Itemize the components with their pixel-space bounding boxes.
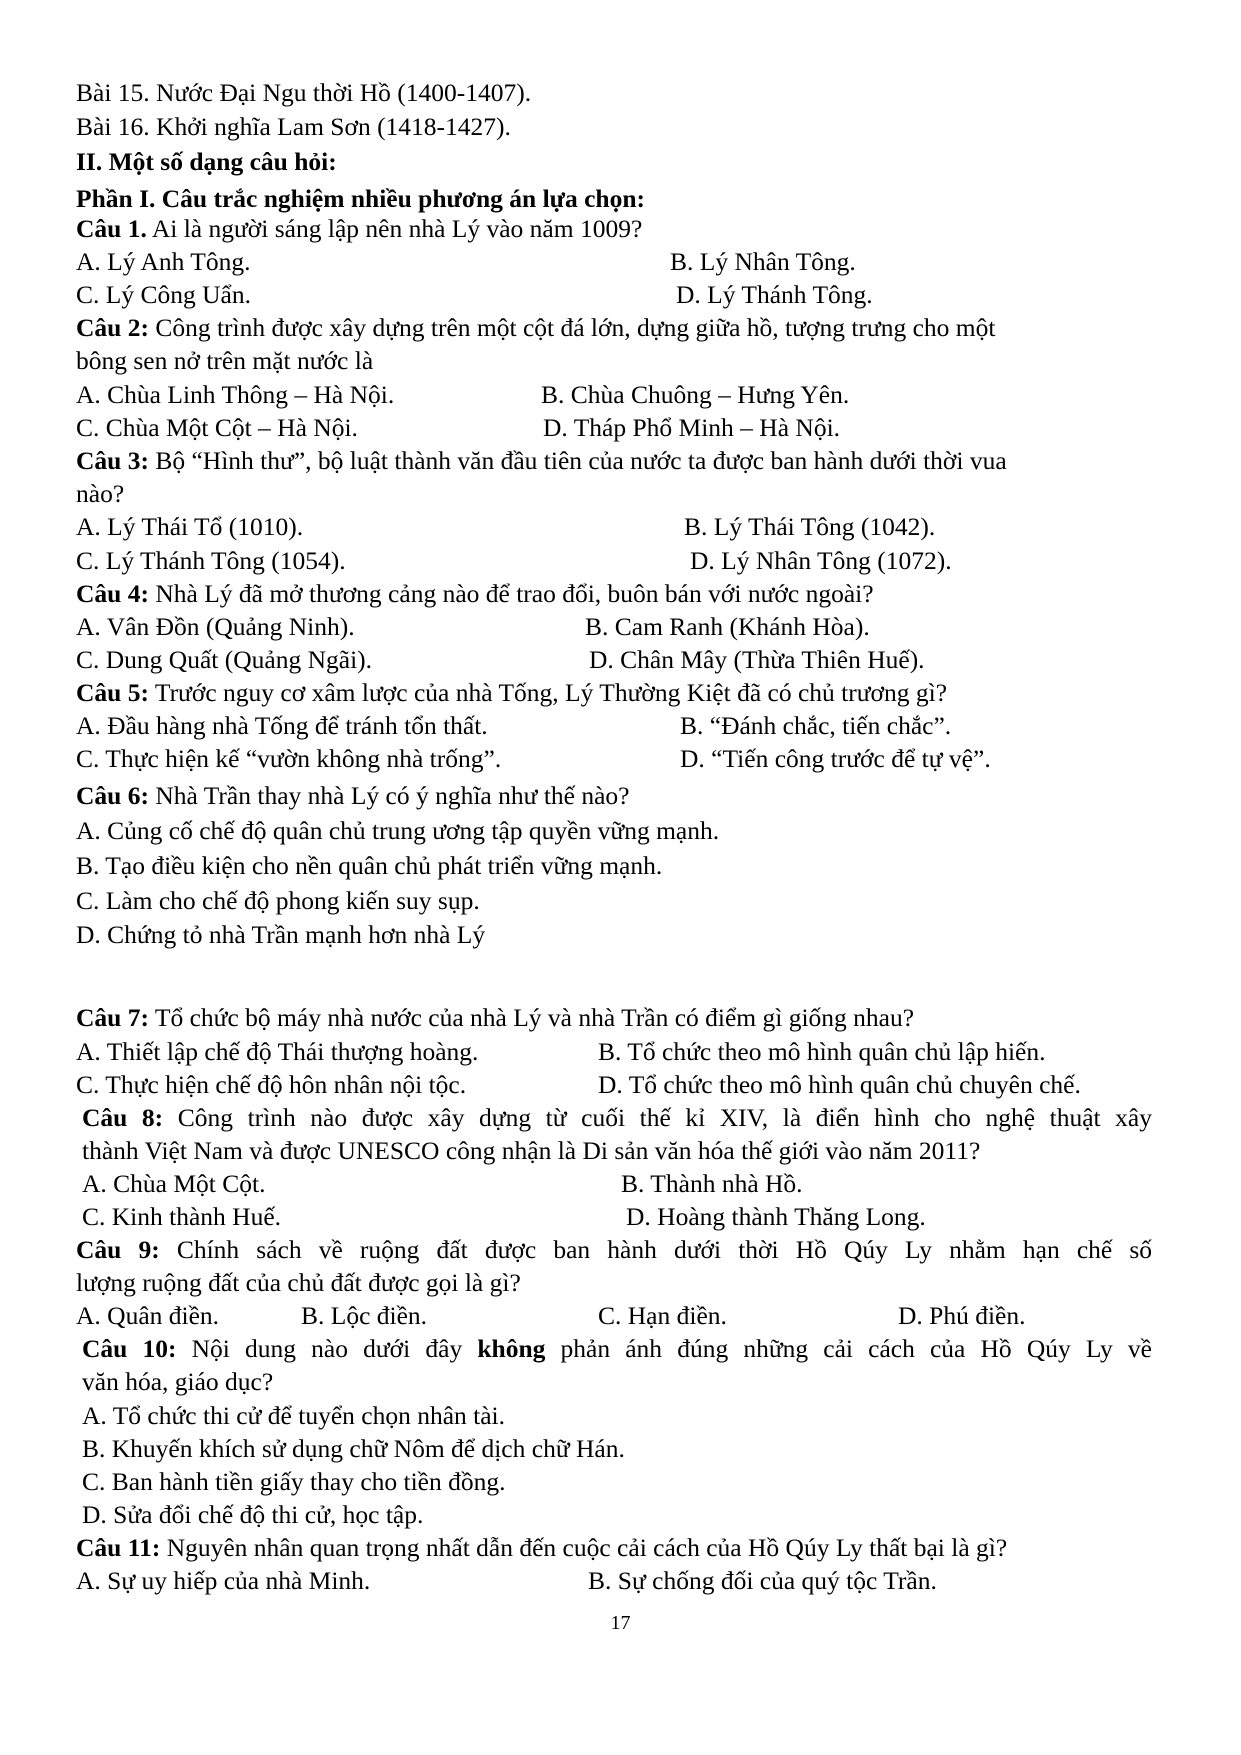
question-8	[82, 1105, 1152, 1131]
question-text: Tổ chức bộ máy nhà nước của nhà Lý và nhà Trần có điểm gì giống nhau?	[148, 1003, 915, 1032]
question-text: Ai là người sáng lập nên nhà Lý vào năm 1009?	[146, 214, 643, 243]
q2-option-d: D. Tháp Phổ Minh – Hà Nội.	[543, 413, 841, 442]
q9-option-c: C. Hạn điền.	[598, 1301, 727, 1330]
q9-option-b: B. Lộc điền.	[301, 1301, 428, 1330]
question-6	[76, 783, 629, 809]
question-text: Nhà Lý đã mở thương cảng nào để trao đổi, buôn bán với nước ngoài?	[148, 579, 874, 608]
question-9	[76, 1237, 1152, 1263]
q1-option-d: D. Lý Thánh Tông.	[676, 280, 873, 309]
q3-option-d: D. Lý Nhân Tông (1072).	[690, 546, 952, 575]
q6-option-c: C. Làm cho chế độ phong kiến suy sụp.	[76, 886, 480, 915]
question-label: Câu 4:	[76, 579, 149, 608]
question-9-cont: lượng ruộng đất của chủ đất được gọi là gì?	[76, 1268, 521, 1297]
question-11	[76, 1535, 1007, 1561]
question-text: Nguyên nhân quan trọng nhất dẫn đến cuộc cải cách của Hồ Qúy Ly thất bại là gì?	[160, 1533, 1008, 1562]
question-label: Câu 6:	[76, 781, 149, 810]
lesson-16: Bài 16. Khởi nghĩa Lam Sơn (1418-1427).	[76, 112, 511, 141]
question-label: Câu 9:	[76, 1235, 160, 1264]
q4-option-d: D. Chân Mây (Thừa Thiên Huế).	[589, 645, 925, 674]
question-2	[76, 315, 995, 341]
question-10	[82, 1336, 1152, 1362]
section-title: II. Một số dạng câu hỏi:	[76, 147, 337, 176]
question-10-cont: văn hóa, giáo dục?	[82, 1367, 274, 1396]
q10-option-d: D. Sửa đổi chế độ thi cử, học tập.	[82, 1500, 424, 1529]
q6-option-a: A. Củng cố chế độ quân chủ trung ương tập quyền vững mạnh.	[76, 816, 720, 845]
q1-option-a: A. Lý Anh Tông.	[76, 247, 251, 276]
question-2-cont: bông sen nở trên mặt nước là	[76, 346, 374, 375]
question-3-cont: nào?	[76, 479, 125, 508]
q11-option-a: A. Sự uy hiếp của nhà Minh.	[76, 1566, 371, 1595]
question-text: Nội dung nào dưới đây	[176, 1334, 478, 1363]
q4-option-b: B. Cam Ranh (Khánh Hòa).	[585, 612, 870, 641]
q10-option-c: C. Ban hành tiền giấy thay cho tiền đồng.	[82, 1467, 506, 1496]
q2-option-c: C. Chùa Một Cột – Hà Nội.	[76, 413, 358, 442]
part-title: Phần I. Câu trắc nghiệm nhiều phương án lựa chọn:	[76, 184, 646, 213]
question-label: Câu 5:	[76, 678, 149, 707]
q4-option-a: A. Vân Đồn (Quảng Ninh).	[76, 612, 355, 641]
page-number: 17	[610, 1612, 631, 1634]
q7-option-a: A. Thiết lập chế độ Thái thượng hoàng.	[76, 1037, 479, 1066]
q5-option-b: B. “Đánh chắc, tiến chắc”.	[680, 711, 952, 740]
q4-option-c: C. Dung Quất (Quảng Ngãi).	[76, 645, 373, 674]
q1-option-b: B. Lý Nhân Tông.	[670, 247, 856, 276]
q9-option-a: A. Quân điền.	[76, 1301, 220, 1330]
q3-option-a: A. Lý Thái Tổ (1010).	[76, 512, 304, 541]
question-1	[76, 216, 642, 242]
q10-option-a: A. Tổ chức thi cử để tuyển chọn nhân tài.	[82, 1401, 506, 1430]
q11-option-b: B. Sự chống đối của quý tộc Trần.	[588, 1566, 937, 1595]
question-7	[76, 1005, 914, 1031]
question-text: Chính sách về ruộng đất được ban hành dưới thời Hồ Qúy Ly nhằm hạn chế số	[159, 1235, 1152, 1264]
question-text: Bộ “Hình thư”, bộ luật thành văn đầu tiên của nước ta được ban hành dưới thời vua	[148, 446, 1007, 475]
q5-option-d: D. “Tiến công trước để tự vệ”.	[680, 744, 991, 773]
q8-option-a: A. Chùa Một Cột.	[82, 1169, 266, 1198]
emphasis-word: không	[477, 1334, 546, 1363]
q7-option-d: D. Tổ chức theo mô hình quân chủ chuyên chế.	[598, 1070, 1081, 1099]
question-label: Câu 7:	[76, 1003, 149, 1032]
question-4	[76, 581, 874, 607]
q7-option-c: C. Thực hiện chế độ hôn nhân nội tộc.	[76, 1070, 467, 1099]
question-3	[76, 448, 1007, 474]
q3-option-b: B. Lý Thái Tông (1042).	[684, 512, 936, 541]
question-label: Câu 1.	[76, 214, 147, 243]
question-label: Câu 8:	[82, 1103, 164, 1132]
q5-option-c: C. Thực hiện kế “vườn không nhà trống”.	[76, 744, 502, 773]
question-label: Câu 10:	[82, 1334, 177, 1363]
question-label: Câu 2:	[76, 313, 149, 342]
question-label: Câu 3:	[76, 446, 149, 475]
question-text-rest: phản ánh đúng những cải cách của Hồ Qúy Ly về	[545, 1334, 1152, 1363]
q1-option-c: C. Lý Công Uẩn.	[76, 280, 251, 309]
question-8-cont: thành Việt Nam và được UNESCO công nhận là Di sản văn hóa thế giới vào năm 2011?	[82, 1136, 981, 1165]
question-text: Trước nguy cơ xâm lược của nhà Tống, Lý Thường Kiệt đã có chủ trương gì?	[148, 678, 948, 707]
question-label: Câu 11:	[76, 1533, 161, 1562]
q5-option-a: A. Đầu hàng nhà Tống để tránh tổn thất.	[76, 711, 488, 740]
question-text: Công trình nào được xây dựng từ cuối thế kỉ XIV, là điển hình cho nghệ thuật xây	[163, 1103, 1152, 1132]
q2-option-b: B. Chùa Chuông – Hưng Yên.	[541, 380, 850, 409]
question-5	[76, 680, 947, 706]
question-text: Công trình được xây dựng trên một cột đá lớn, dựng giữa hồ, tượng trưng cho một	[148, 313, 996, 342]
q10-option-b: B. Khuyến khích sử dụng chữ Nôm để dịch chữ Hán.	[82, 1434, 625, 1463]
question-text: Nhà Trần thay nhà Lý có ý nghĩa như thế nào?	[148, 781, 630, 810]
q2-option-a: A. Chùa Linh Thông – Hà Nội.	[76, 380, 395, 409]
q6-option-b: B. Tạo điều kiện cho nền quân chủ phát triển vững mạnh.	[76, 851, 663, 880]
q8-option-d: D. Hoàng thành Thăng Long.	[626, 1202, 926, 1231]
q6-option-d: D. Chứng tỏ nhà Trần mạnh hơn nhà Lý	[76, 920, 486, 949]
q8-option-c: C. Kinh thành Huế.	[82, 1202, 282, 1231]
q9-option-d: D. Phú điền.	[898, 1301, 1026, 1330]
q7-option-b: B. Tổ chức theo mô hình quân chủ lập hiến.	[598, 1037, 1046, 1066]
q8-option-b: B. Thành nhà Hồ.	[621, 1169, 803, 1198]
q3-option-c: C. Lý Thánh Tông (1054).	[76, 546, 346, 575]
lesson-15: Bài 15. Nước Đại Ngu thời Hồ (1400-1407).	[76, 78, 532, 107]
